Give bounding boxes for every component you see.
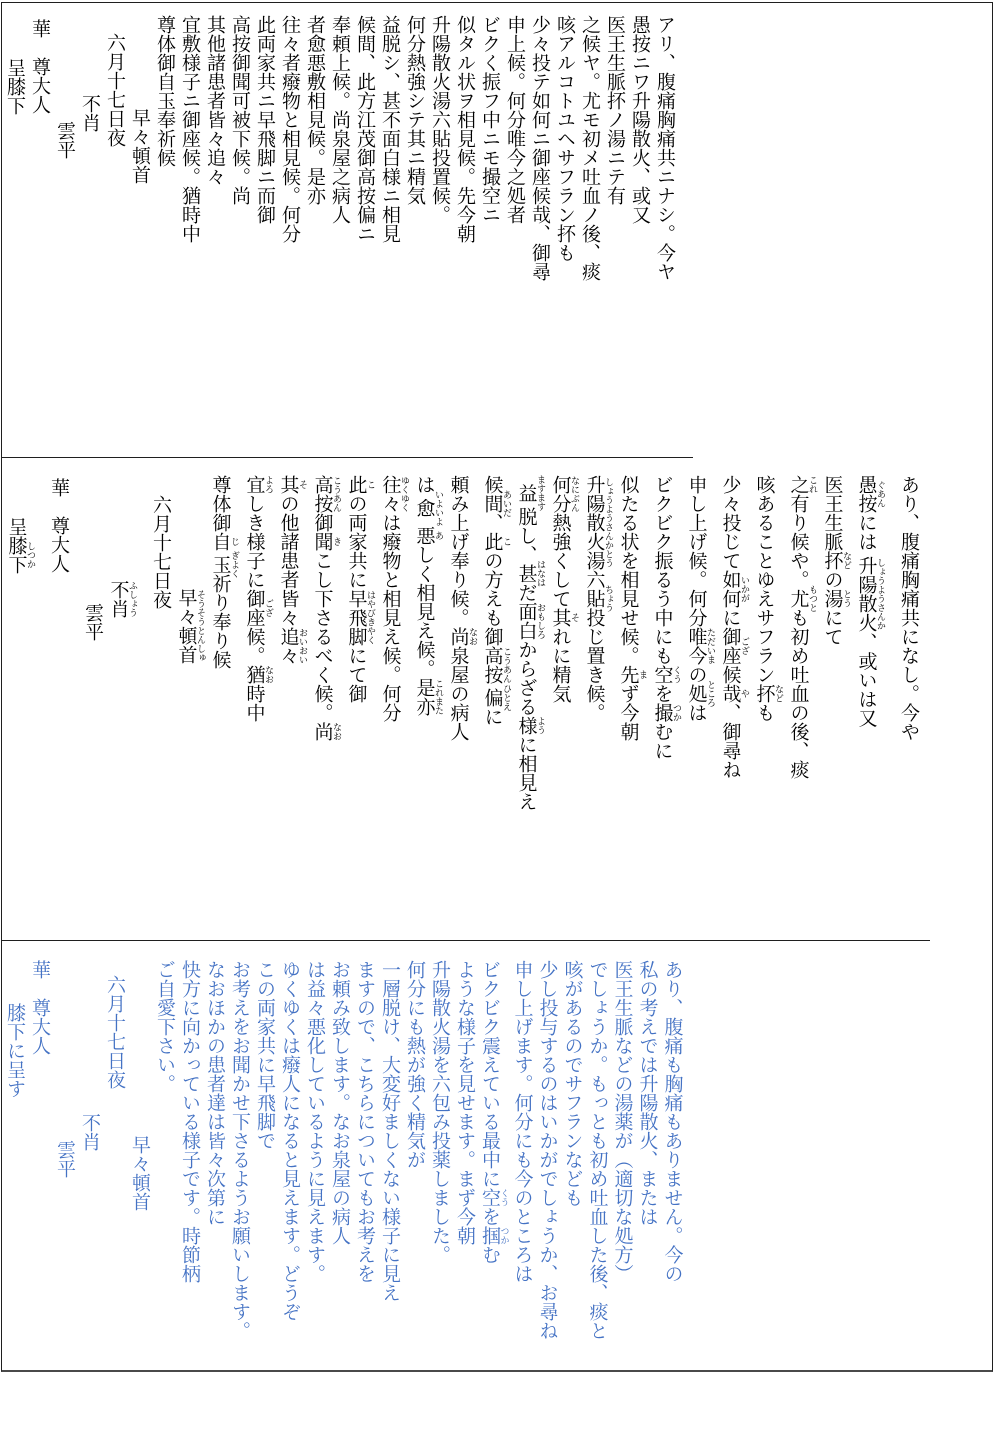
signer-name: 雲平	[82, 603, 103, 641]
text-column: 往々 ゆくゆくは癈物と相見え候。何分	[379, 475, 410, 722]
text-column: 頼み上げ奉り候。尚 なお泉屋の病人	[447, 475, 478, 741]
text-column: 此両家共ニ早飛脚ニ而御	[254, 15, 275, 224]
closing-tonshu: 早々頓首	[129, 1135, 150, 1211]
text-column: ビクく振フ中ニモ撮空ニ	[479, 15, 500, 224]
addressee: 華 尊大人	[29, 19, 50, 114]
text-column: ご自愛下さい。	[154, 960, 175, 1093]
date-line: 六月十七日夜	[150, 495, 171, 609]
text-column: 宜 よろしき様子に御座 ござ候。猶 なお時中	[243, 475, 274, 722]
panel-yomikudashi-furigana	[2, 458, 930, 941]
salutation-respect: 膝下に呈す	[4, 1003, 25, 1098]
signer-name: 雲平	[54, 1140, 75, 1178]
text-column: 益 ますます脱し、甚 はなはだ面白 おもしろからざる様 ように相見え	[515, 475, 546, 811]
addressee: 華 尊大人	[29, 960, 50, 1055]
text-column: 医王生脈などの湯薬が（適切な処方）	[611, 960, 633, 1283]
signer-humble: 不肖 ふしょう	[107, 580, 138, 618]
text-column: 少し投与するのはいかがでしょうか、お尋ね	[536, 960, 558, 1340]
text-column: 之候ヤ。尤モ初メ吐血ノ後、痰	[579, 15, 600, 281]
text-column: 益脱シ、甚不面白様ニ相見	[379, 15, 400, 243]
text-column: 奉頼上候。尚泉屋之病人	[329, 15, 350, 224]
signer-humble: 不肖	[79, 94, 100, 132]
date-line: 六月十七日夜	[104, 975, 125, 1089]
text-column: 私の考えでは升陽散火、または	[636, 960, 658, 1226]
text-column: 者愈悪敷相見候。是亦	[304, 15, 325, 205]
text-column: 高按御聞可被下候。尚	[229, 15, 250, 205]
text-column: 似たる状を相見せ候。先 まず今朝	[617, 475, 648, 741]
panel-kanbun-original	[2, 3, 693, 458]
text-column: 医王生脈抔 などの湯 とうにて	[821, 475, 852, 646]
closing-tonshu: 早々頓首 そうそうとんしゅ	[175, 588, 206, 664]
text-column: 医王生脈抔ノ湯ニテ有	[604, 15, 625, 205]
text-column: 何分にも熱が強く精気が	[404, 960, 425, 1169]
text-column: あり、腹痛も胸痛もありません。今の	[661, 960, 683, 1283]
text-column: 申し上げます。何分にも今のところは	[511, 960, 533, 1283]
text-column: 何分熱強シテ其ニ精気	[404, 15, 425, 205]
text-column: 其他諸患者皆々追々	[204, 15, 225, 186]
text-column: 愚按 ぐあんには 升陽散火 しょうようさんか、或いは又	[855, 475, 886, 728]
text-column: 往々者癈物と相見候。何分	[279, 15, 300, 243]
text-column: 尊体御自玉奉祈候	[154, 15, 175, 167]
text-column: お頼み致します。なお泉屋の病人	[329, 960, 350, 1245]
text-column: あり、腹痛胸痛共になし。今や	[898, 475, 919, 741]
signer-humble: 不肖	[79, 1113, 100, 1151]
panel-modern-translation	[2, 941, 703, 1370]
text-column: 少々投じて如何 いかがに御座 ござ候哉 や、御尋ね	[719, 475, 750, 779]
text-column: 咳あることゆえサフラン抔 なども	[753, 475, 784, 722]
salutation-respect: 呈膝下 しつか	[5, 517, 36, 574]
text-column: 愚按ニワ升陽散火、或又	[629, 15, 650, 224]
salutation-respect: 呈膝下	[4, 58, 25, 115]
text-column: ますので、こちらについてもお考えを	[354, 960, 375, 1283]
text-column: 升陽散火湯を六包み投薬しました。	[429, 960, 450, 1264]
text-column: 申上候。何分唯今之処者	[504, 15, 525, 224]
text-column: この両家共に早飛脚で	[254, 960, 275, 1150]
text-column: 一層脱け、大変好ましくない様子に見え	[379, 960, 400, 1302]
text-column: アリ、腹痛胸痛共ニナシ。今ヤ	[654, 15, 675, 281]
text-column: 申し上げ候。何分唯今 ただいまの処 ところは	[685, 475, 716, 722]
text-column: 升陽散火湯 しょうようさんかとう六貼 ちょう投じ置き候。	[583, 475, 614, 722]
addressee: 華 尊大人	[48, 478, 69, 573]
text-column: ビクビク振るう中にも空 くうを撮 つかむに	[651, 475, 682, 760]
text-column: は益々悪化しているように見えます。	[304, 960, 325, 1283]
text-column: 候間、此方江茂御高按偏ニ	[354, 15, 375, 243]
text-column: なおほかの患者達は皆々次第に	[204, 960, 225, 1226]
text-column: 尊体御自 じ玉 ぎよく祈り奉り候	[209, 475, 240, 669]
date-line: 六月十七日夜	[104, 33, 125, 147]
text-column: でしょうか。もっとも初め吐血した後、痰と	[586, 960, 608, 1340]
text-column: 其 その他諸患者皆々追々 おいおい	[277, 475, 308, 665]
text-column: 此 この両家共に早飛脚 はやびきやくにて御	[345, 475, 376, 703]
text-column: ビクビク震えている最中に空 くうを掴 つかむ	[479, 960, 510, 1264]
text-column: 宜敷様子ニ御座候。猶時中	[179, 15, 200, 243]
text-column: ゆくゆくは癈人になると見えます。どうぞ	[279, 960, 300, 1321]
text-column: 似タル状ヲ相見候。先今朝	[454, 15, 475, 243]
letter-sheet-frame	[1, 2, 993, 1372]
closing-tonshu: 早々頓首	[129, 108, 150, 184]
text-column: 之 これ有り候や。尤 もつとも初め吐血の後、痰	[787, 475, 818, 779]
text-column: 升陽散火湯六貼投置候。	[429, 15, 450, 224]
text-column: 少々投テ如何ニ御座候哉、御尋	[529, 15, 550, 281]
text-column: 咳アルコトユヘサフラン抔も	[554, 15, 575, 262]
text-column: 快方に向かっている様子です。時節柄	[179, 960, 200, 1283]
text-column: は愈 いよいよ悪 あしく相見え候。是亦 これまた	[413, 475, 444, 716]
signer-name: 雲平	[54, 121, 75, 159]
text-column: お考えをお聞かせ下さるようお願いします。	[229, 960, 250, 1340]
text-column: 候間 あいだ、此 この方えも御高按 こうあん偏 ひとえに	[481, 475, 512, 726]
text-column: 咳があるのでサフランなども	[561, 960, 583, 1207]
text-column: 高按 こうあん御聞 きこし下さるべく候。尚 なお	[311, 475, 342, 741]
text-column: ような様子を見せます。まず今朝	[454, 960, 475, 1245]
text-column: 何分 なにぶん熱強くして其 それに精気	[549, 475, 580, 703]
